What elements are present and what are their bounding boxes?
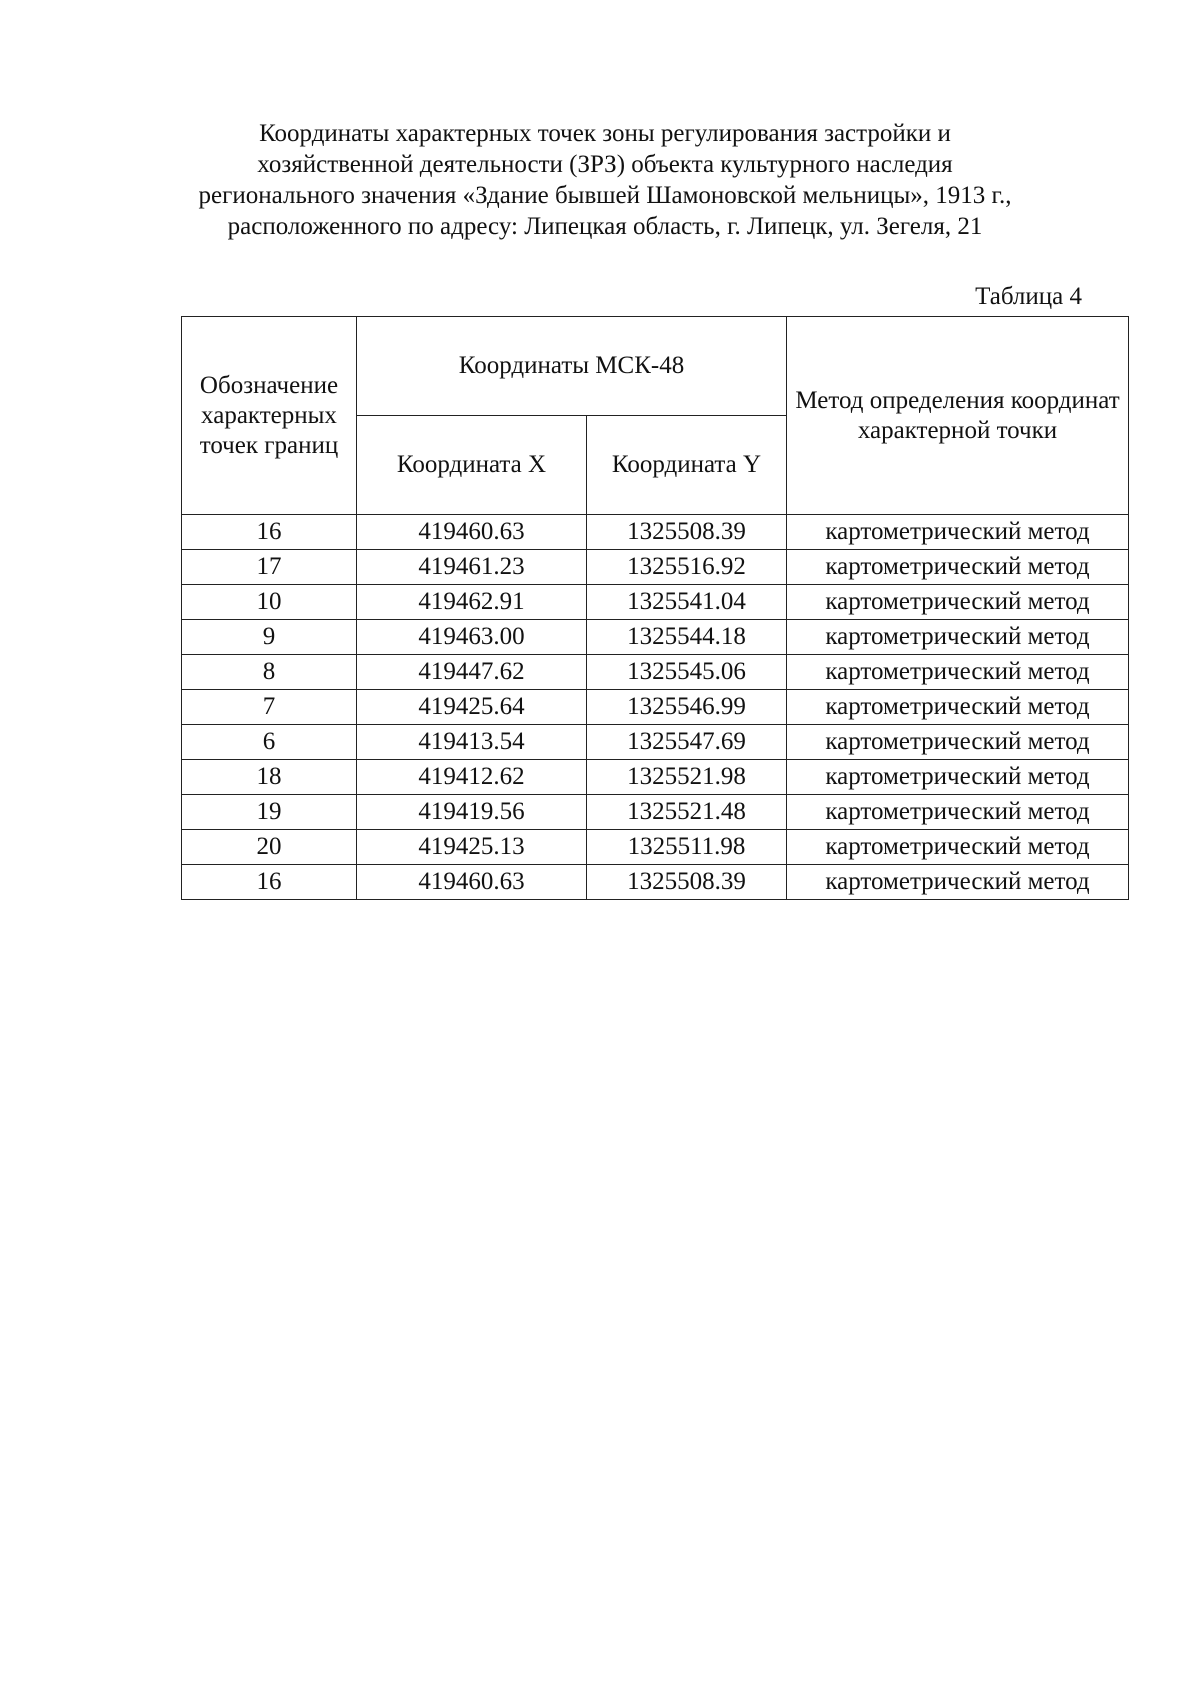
coordinate-y-cell: 1325547.69 [587,725,787,760]
coordinate-x-cell: 419462.91 [357,585,587,620]
coordinates-table [181,316,1129,900]
coordinate-x-cell: 419413.54 [357,725,587,760]
document-title [150,118,1060,242]
table-row [182,865,1129,900]
method-cell: картометрический метод [787,830,1129,865]
point-mark-cell: 20 [182,830,357,865]
header-method: Метод определения координат характерной точки [787,317,1129,515]
coordinate-x-cell: 419425.64 [357,690,587,725]
method-cell: картометрический метод [787,655,1129,690]
coordinate-x-cell: 419461.23 [357,550,587,585]
point-mark-cell: 10 [182,585,357,620]
title-line: регионального значения «Здание бывшей Шамоновской мельницы», 1913 г., [198,182,1012,209]
coordinate-x-cell: 419460.63 [357,515,587,550]
coordinate-y-cell: 1325508.39 [587,515,787,550]
point-mark-cell: 6 [182,725,357,760]
coordinate-y-cell: 1325545.06 [587,655,787,690]
table-row [182,620,1129,655]
coordinate-y-cell: 1325511.98 [587,830,787,865]
table-row [182,725,1129,760]
table-row [182,795,1129,830]
title-line: расположенного по адресу: Липецкая область, г. Липецк, ул. Зегеля, 21 [227,213,983,240]
table-caption: Таблица 4 [975,283,1082,310]
point-mark-cell: 18 [182,760,357,795]
method-cell: картометрический метод [787,690,1129,725]
method-cell: картометрический метод [787,620,1129,655]
coordinate-y-cell: 1325546.99 [587,690,787,725]
table-body [182,515,1129,900]
coordinate-y-cell: 1325508.39 [587,865,787,900]
point-mark-cell: 9 [182,620,357,655]
method-cell: картометрический метод [787,725,1129,760]
point-mark-cell: 19 [182,795,357,830]
coordinate-x-cell: 419419.56 [357,795,587,830]
coordinate-y-cell: 1325516.92 [587,550,787,585]
method-cell: картометрический метод [787,865,1129,900]
point-mark-cell: 8 [182,655,357,690]
coordinate-y-cell: 1325521.48 [587,795,787,830]
header-coordinate-y: Координата Y [587,416,787,515]
header-coordinates-group: Координаты МСК-48 [357,317,787,416]
coordinate-y-cell: 1325521.98 [587,760,787,795]
point-mark-cell: 7 [182,690,357,725]
title-line: хозяйственной деятельности (ЗРЗ) объекта культурного наследия [257,151,953,178]
title-line: Координаты характерных точек зоны регулирования застройки и [259,120,951,147]
table-row [182,515,1129,550]
header-point-designation: Обозначение характерных точек границ [182,317,357,515]
coordinate-y-cell: 1325541.04 [587,585,787,620]
point-mark-cell: 16 [182,515,357,550]
coordinate-x-cell: 419425.13 [357,830,587,865]
table-row [182,550,1129,585]
table-row [182,655,1129,690]
coordinate-x-cell: 419463.00 [357,620,587,655]
coordinate-x-cell: 419460.63 [357,865,587,900]
point-mark-cell: 16 [182,865,357,900]
table-row [182,690,1129,725]
table-row [182,585,1129,620]
coordinate-x-cell: 419412.62 [357,760,587,795]
table-row [182,760,1129,795]
table-row [182,830,1129,865]
point-mark-cell: 17 [182,550,357,585]
coordinate-y-cell: 1325544.18 [587,620,787,655]
method-cell: картометрический метод [787,515,1129,550]
coordinate-x-cell: 419447.62 [357,655,587,690]
method-cell: картометрический метод [787,585,1129,620]
method-cell: картометрический метод [787,795,1129,830]
header-coordinate-x: Координата X [357,416,587,515]
method-cell: картометрический метод [787,760,1129,795]
method-cell: картометрический метод [787,550,1129,585]
